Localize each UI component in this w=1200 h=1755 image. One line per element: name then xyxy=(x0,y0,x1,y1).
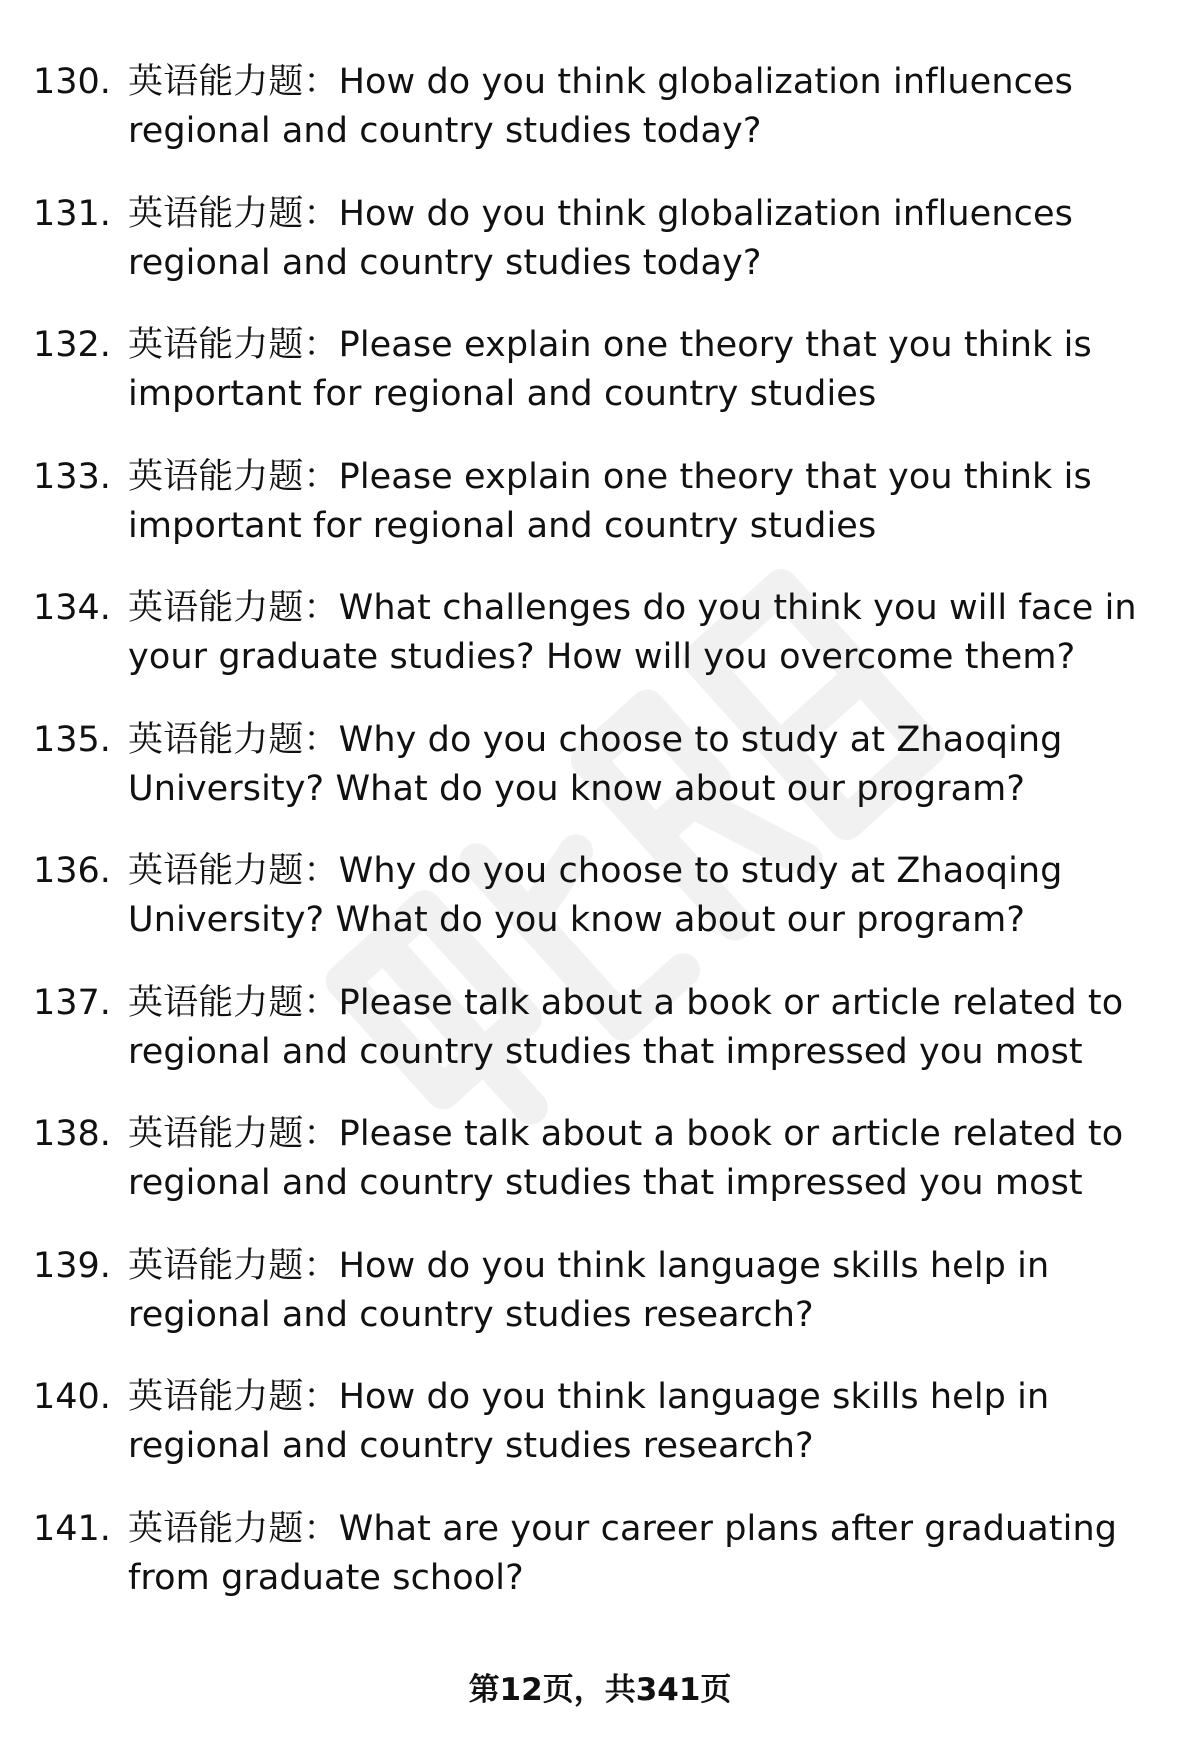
question-tag: 英语能力题： xyxy=(128,982,339,1023)
question-tag: 英语能力题： xyxy=(128,62,339,102)
question-tag: 英语能力题： xyxy=(128,1508,339,1549)
question-text: Please talk about a book or article related to regional and country studies that impressed you most xyxy=(128,982,1124,1072)
question-number: 134. xyxy=(33,588,111,628)
question-number: 140. xyxy=(33,1377,111,1417)
question-number: 137. xyxy=(33,982,111,1023)
question-body xyxy=(128,584,1158,682)
question-text: What are your career plans after graduating from graduate school? xyxy=(128,1508,1118,1598)
question-body xyxy=(128,979,1158,1077)
question-body xyxy=(128,1505,1158,1603)
question-body xyxy=(128,716,1158,814)
question-body xyxy=(128,190,1158,288)
question-list xyxy=(33,58,1153,1636)
question-text: How do you think globalization influences regional and country studies today? xyxy=(128,62,1073,151)
question-tag: 英语能力题： xyxy=(128,1114,339,1154)
question-text: How do you think language skills help in regional and country studies research? xyxy=(128,1245,1050,1335)
question-text: What challenges do you think you will face in your graduate studies? How will you overcome them? xyxy=(128,588,1137,677)
question-text: How do you think globalization influences regional and country studies today? xyxy=(128,193,1073,283)
question-text: Please explain one theory that you think is important for regional and country studies xyxy=(128,325,1092,414)
list-item xyxy=(33,1110,1153,1242)
list-item xyxy=(33,1373,1153,1505)
list-item xyxy=(33,979,1153,1111)
question-text: Why do you choose to study at Zhaoqing University? What do you know about our program? xyxy=(128,719,1063,809)
list-item xyxy=(33,716,1153,848)
question-number: 133. xyxy=(33,456,111,497)
question-tag: 英语能力题： xyxy=(128,719,339,760)
question-tag: 英语能力题： xyxy=(128,456,339,497)
question-tag: 英语能力题： xyxy=(128,588,339,628)
list-item xyxy=(33,190,1153,322)
page-footer: 第12页，共341页 xyxy=(468,1672,732,1708)
question-body xyxy=(128,1110,1158,1208)
list-item xyxy=(33,321,1153,453)
question-body xyxy=(128,321,1158,419)
question-number: 138. xyxy=(33,1114,111,1154)
list-item xyxy=(33,1505,1153,1637)
question-tag: 英语能力题： xyxy=(128,325,339,365)
question-tag: 英语能力题： xyxy=(128,1245,339,1286)
question-number: 131. xyxy=(33,193,111,234)
list-item xyxy=(33,1242,1153,1374)
question-body xyxy=(128,1373,1158,1471)
question-number: 135. xyxy=(33,719,111,760)
question-number: 130. xyxy=(33,62,111,102)
list-item xyxy=(33,58,1153,190)
question-number: 139. xyxy=(33,1245,111,1286)
list-item xyxy=(33,847,1153,979)
list-item xyxy=(33,453,1153,585)
question-body xyxy=(128,453,1158,551)
question-tag: 英语能力题： xyxy=(128,1377,339,1417)
question-text: How do you think language skills help in regional and country studies research? xyxy=(128,1377,1050,1466)
question-body xyxy=(128,1242,1158,1340)
question-body xyxy=(128,58,1158,156)
question-tag: 英语能力题： xyxy=(128,851,339,891)
question-text: Please talk about a book or article related to regional and country studies that impressed you most xyxy=(128,1114,1124,1203)
question-text: Why do you choose to study at Zhaoqing University? What do you know about our program? xyxy=(128,851,1063,940)
question-tag: 英语能力题： xyxy=(128,193,339,234)
question-body xyxy=(128,847,1158,945)
question-number: 141. xyxy=(33,1508,111,1549)
question-number: 136. xyxy=(33,851,111,891)
list-item xyxy=(33,584,1153,716)
question-number: 132. xyxy=(33,325,111,365)
question-text: Please explain one theory that you think is important for regional and country studies xyxy=(128,456,1092,546)
